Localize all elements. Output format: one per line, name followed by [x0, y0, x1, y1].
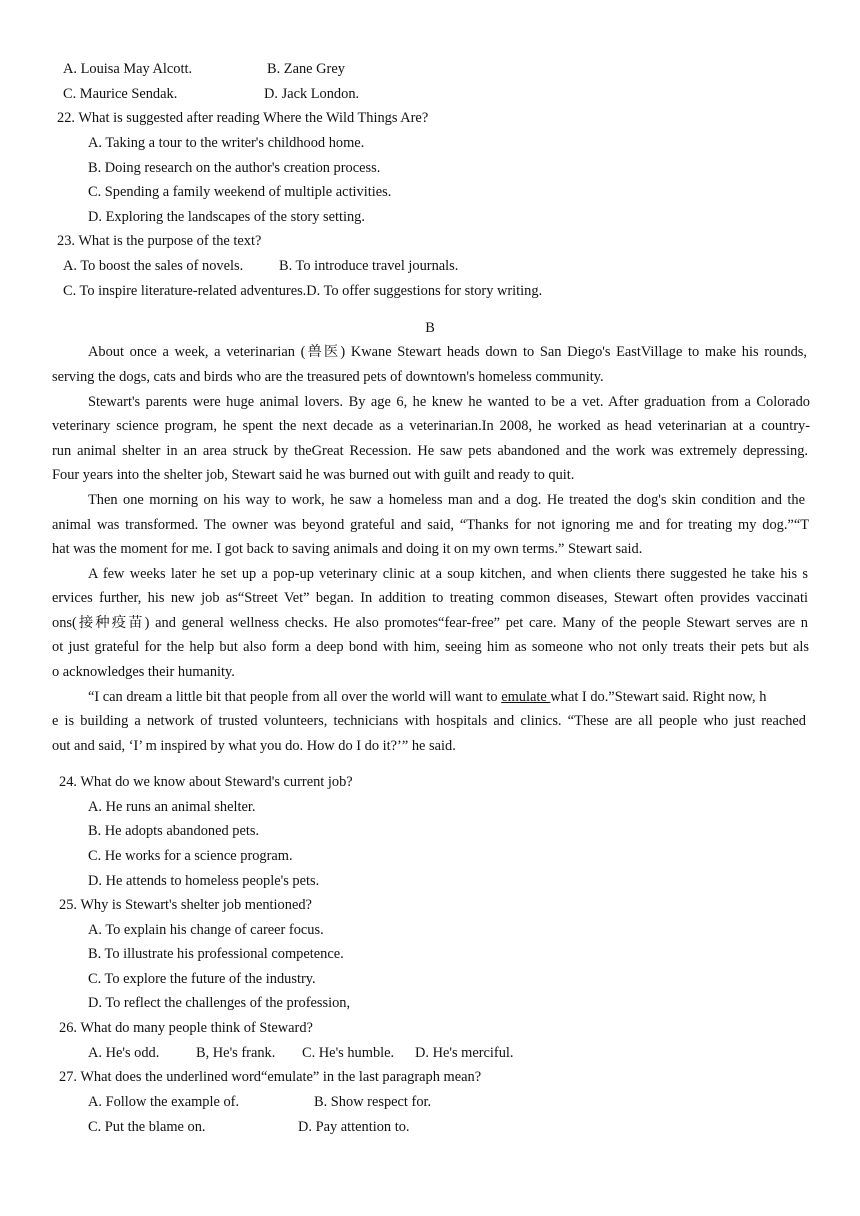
q27-option-c: C. Put the blame on.	[88, 1119, 206, 1135]
q26-option-d: D. He's merciful.	[415, 1045, 514, 1061]
q25-stem: 25. Why is Stewart's shelter job mentioned?	[59, 897, 312, 913]
passage-line: veterinary science program, he spent the next decade as a veterinarian.In 2008, he worked as head veterinarian at a country-	[52, 418, 810, 434]
q22-option-c: C. Spending a family weekend of multiple activities.	[88, 184, 392, 200]
q22-option-d: D. Exploring the landscapes of the story setting.	[88, 209, 365, 225]
q22-option-a: A. Taking a tour to the writer's childhood home.	[88, 135, 365, 151]
passage-line: out and said, ‘I’ m inspired by what you do. How do I do it?’” he said.	[52, 738, 456, 754]
passage-line: ot just grateful for the help but also form a deep bond with him, seeing him as someone who not only treats their pets but als	[52, 639, 809, 655]
q26-option-a: A. He's odd.	[88, 1045, 160, 1061]
q23-stem: 23. What is the purpose of the text?	[57, 233, 262, 249]
q24-stem: 24. What do we know about Steward's current job?	[59, 774, 353, 790]
q25-option-b: B. To illustrate his professional competence.	[88, 946, 344, 962]
q23-option-a: A. To boost the sales of novels.	[63, 258, 244, 274]
passage-text: “I can dream a little bit that people from all over the world will want to	[88, 689, 502, 705]
passage-line: animal was transformed. The owner was beyond grateful and said, “Thanks for not ignoring me and for treating my dog.”“T	[52, 517, 809, 533]
q23-option-b: B. To introduce travel journals.	[279, 258, 459, 274]
q27-option-a: A. Follow the example of.	[88, 1094, 240, 1110]
q21-option-c: C. Maurice Sendak.	[63, 86, 178, 102]
q21-option-d: D. Jack London.	[264, 86, 360, 102]
q26-option-c: C. He's humble.	[302, 1045, 395, 1061]
q22-stem: 22. What is suggested after reading Where the Wild Things Are?	[57, 110, 429, 126]
q27-stem: 27. What does the underlined word“emulate” in the last paragraph mean?	[59, 1069, 482, 1085]
section-heading: B	[425, 320, 435, 336]
passage-line: e is building a network of trusted volunteers, technicians with hospitals and clinics. “These are all people who just reached	[52, 713, 806, 729]
passage-line: A few weeks later he set up a pop-up veterinary clinic at a soup kitchen, and when clients there suggested he take his s	[88, 566, 808, 582]
q26-stem: 26. What do many people think of Steward?	[59, 1020, 313, 1036]
q24-option-b: B. He adopts abandoned pets.	[88, 823, 260, 839]
q27-option-b: B. Show respect for.	[314, 1094, 432, 1110]
q25-option-d: D. To reflect the challenges of the profession,	[88, 995, 351, 1011]
q21-option-b: B. Zane Grey	[267, 61, 345, 77]
passage-line: About once a week, a veterinarian (兽医) Kwane Stewart heads down to San Diego's EastVillage to make his rounds,	[88, 344, 807, 360]
passage-text: what I do.”Stewart said. Right now, h	[550, 689, 767, 705]
passage-line: hat was the moment for me. I got back to saving animals and doing it on my own terms.” Stewart said.	[52, 541, 643, 557]
q22-option-b: B. Doing research on the author's creation process.	[88, 160, 381, 176]
passage-line: Stewart's parents were huge animal lovers. By age 6, he knew he wanted to be a vet. After graduation from a Colorado	[88, 394, 810, 410]
passage-line: o acknowledges their humanity.	[52, 664, 235, 680]
underlined-word-emulate: emulate	[501, 689, 551, 705]
passage-line: ons(接种疫苗) and general wellness checks. He also promotes“fear-free” pet care. Many of the people Stewart serves are n	[52, 615, 808, 631]
q24-option-d: D. He attends to homeless people's pets.	[88, 873, 320, 889]
passage-line: run animal shelter in an area struck by theGreat Recession. He saw pets abandoned and the work was extremely depressing.	[52, 443, 808, 459]
passage-line: ervices further, his new job as“Street Vet” began. In addition to treating common diseases, Stewart often provides vaccinati	[52, 590, 808, 606]
q23-options-cd: C. To inspire literature-related adventures.D. To offer suggestions for story writing.	[63, 283, 543, 299]
passage-line: serving the dogs, cats and birds who are the treasured pets of downtown's homeless community.	[52, 369, 604, 385]
q24-option-a: A. He runs an animal shelter.	[88, 799, 256, 815]
passage-line: Four years into the shelter job, Stewart said he was burned out with guilt and ready to quit.	[52, 467, 575, 483]
q25-option-a: A. To explain his change of career focus.	[88, 922, 324, 938]
q27-option-d: D. Pay attention to.	[298, 1119, 410, 1135]
q25-option-c: C. To explore the future of the industry.	[88, 971, 316, 987]
q21-option-a: A. Louisa May Alcott.	[63, 61, 193, 77]
passage-line: Then one morning on his way to work, he saw a homeless man and a dog. He treated the dog's skin condition and the	[88, 492, 805, 508]
passage-line	[88, 688, 766, 706]
q26-option-b: B, He's frank.	[196, 1045, 276, 1061]
q24-option-c: C. He works for a science program.	[88, 848, 293, 864]
